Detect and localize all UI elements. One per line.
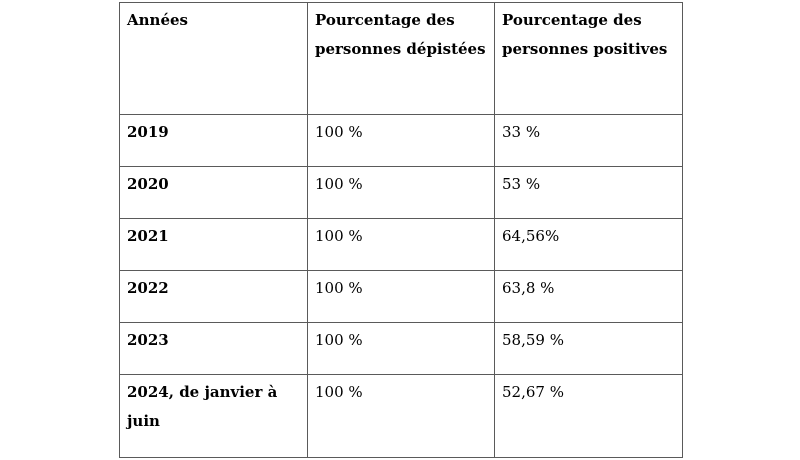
year-cell: 2023 xyxy=(120,323,308,375)
positive-cell: 63,8 % xyxy=(495,271,683,323)
positive-cell: 53 % xyxy=(495,167,683,219)
year-cell: 2020 xyxy=(120,167,308,219)
header-years: Années xyxy=(120,3,308,115)
positive-cell: 58,59 % xyxy=(495,323,683,375)
year-cell: 2021 xyxy=(120,219,308,271)
screening-table xyxy=(119,2,683,458)
table-row xyxy=(120,375,683,458)
table-row xyxy=(120,323,683,375)
table-row xyxy=(120,219,683,271)
screened-cell: 100 % xyxy=(308,375,495,458)
table-row xyxy=(120,271,683,323)
header-positive-percentage: Pourcentage des personnes positives xyxy=(495,3,683,115)
year-cell: 2019 xyxy=(120,115,308,167)
screened-cell: 100 % xyxy=(308,219,495,271)
positive-cell: 64,56% xyxy=(495,219,683,271)
table-row xyxy=(120,167,683,219)
screened-cell: 100 % xyxy=(308,323,495,375)
positive-cell: 52,67 % xyxy=(495,375,683,458)
screened-cell: 100 % xyxy=(308,115,495,167)
table-row xyxy=(120,115,683,167)
positive-cell: 33 % xyxy=(495,115,683,167)
year-cell: 2022 xyxy=(120,271,308,323)
screened-cell: 100 % xyxy=(308,271,495,323)
header-screened-percentage: Pourcentage des personnes dépistées xyxy=(308,3,495,115)
table-header-row xyxy=(120,3,683,115)
year-cell: 2024, de janvier à juin xyxy=(120,375,308,458)
screened-cell: 100 % xyxy=(308,167,495,219)
